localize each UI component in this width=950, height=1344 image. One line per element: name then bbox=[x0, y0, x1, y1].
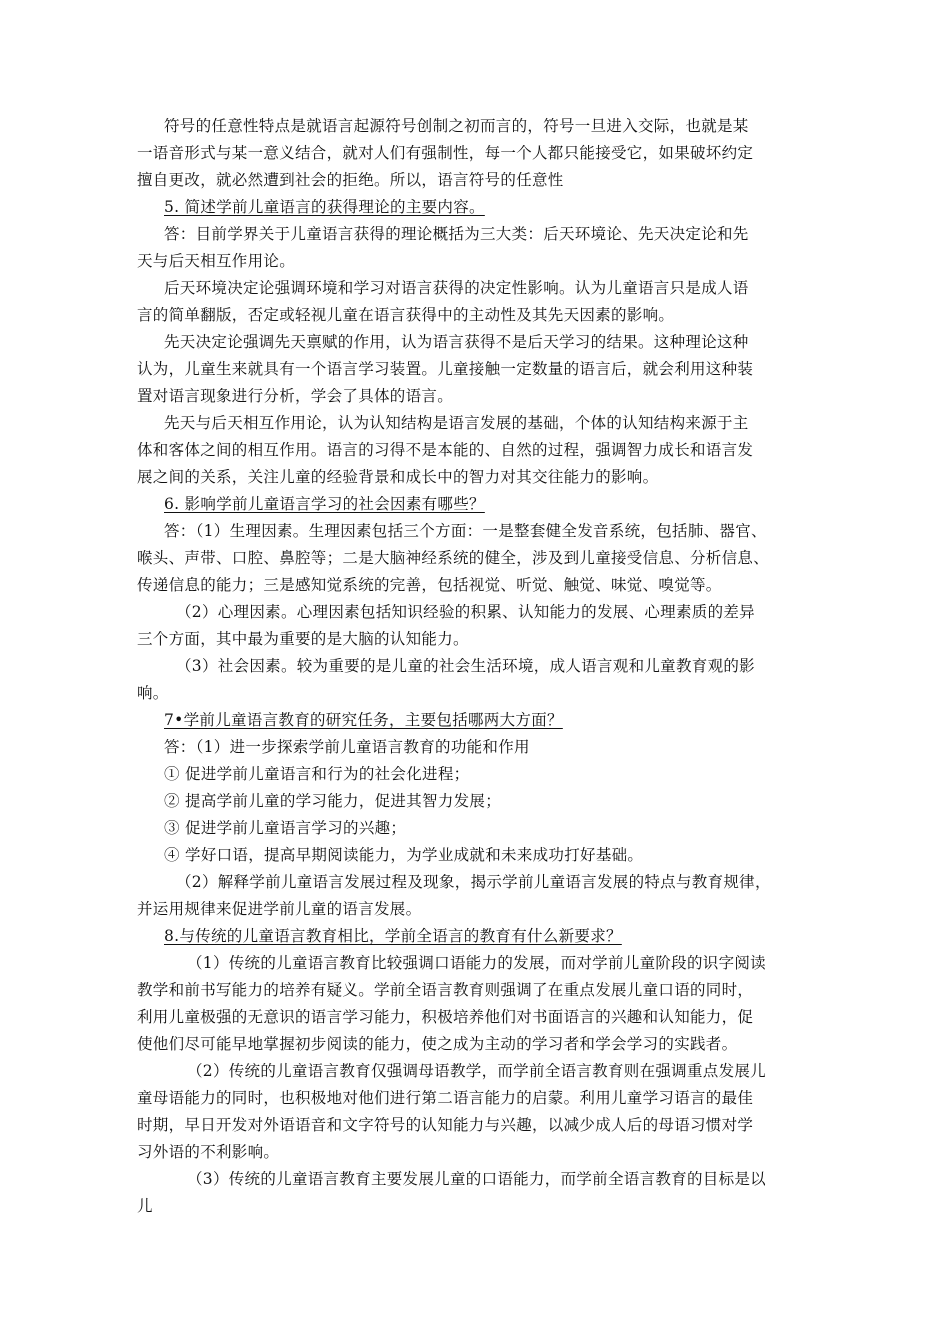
text-line: （2）心理因素。心理因素包括知识经验的积累、认知能力的发展、心理素质的差异 bbox=[176, 603, 755, 621]
text-line: 一语音形式与某一意义结合，就对人们有强制性，每一个人都只能接受它，如果破坏约定 bbox=[137, 144, 754, 162]
text-line: 使他们尽可能早地掌握初步阅读的能力，使之成为主动的学习者和学会学习的实践者。 bbox=[137, 1035, 738, 1053]
text-line: 天与后天相互作用论。 bbox=[137, 252, 296, 270]
question-heading: 6. 影响学前儿童语言学习的社会因素有哪些？ bbox=[164, 495, 485, 513]
text-line: 符号的任意性特点是就语言起源符号创制之初而言的，符号一旦进入交际，也就是某 bbox=[164, 117, 749, 135]
text-line: 先天决定论强调先天禀赋的作用，认为语言获得不是后天学习的结果。这种理论这种 bbox=[164, 333, 749, 351]
text-line: 先天与后天相互作用论，认为认知结构是语言发展的基础，个体的认知结构来源于主 bbox=[164, 414, 749, 432]
list-item: ② 提高学前儿童的学习能力，促进其智力发展； bbox=[164, 792, 502, 810]
text-line: 后天环境决定论强调环境和学习对语言获得的决定性影响。认为儿童语言只是成人语 bbox=[164, 279, 749, 297]
list-item: ③ 促进学前儿童语言学习的兴趣； bbox=[164, 819, 407, 837]
text-line: （2）解释学前儿童语言发展过程及现象，揭示学前儿童语言发展的特点与教育规律， bbox=[176, 873, 771, 891]
text-line: 利用儿童极强的无意识的语言学习能力，积极培养他们对书面语言的兴趣和认知能力，促 bbox=[137, 1008, 754, 1026]
text-line: 展之间的关系，关注儿童的经验背景和成长中的智力对其交往能力的影响。 bbox=[137, 468, 659, 486]
text-line: （3）传统的儿童语言教育主要发展儿童的口语能力，而学前全语言教育的目标是以 bbox=[187, 1170, 766, 1188]
text-line: 传递信息的能力；三是感知觉系统的完善，包括视觉、听觉、触觉、味觉、嗅觉等。 bbox=[137, 576, 722, 594]
text-line: 置对语言现象进行分析，学会了具体的语言。 bbox=[137, 387, 454, 405]
text-line: 儿 bbox=[137, 1197, 153, 1215]
text-line: 并运用规律来促进学前儿童的语言发展。 bbox=[137, 900, 422, 918]
text-line: （2）传统的儿童语言教育仅强调母语教学，而学前全语言教育则在强调重点发展儿 bbox=[187, 1062, 766, 1080]
text-line: 教学和前书写能力的培养有疑义。学前全语言教育则强调了在重点发展儿童口语的同时， bbox=[137, 981, 754, 999]
text-line: 时期，早日开发对外语语音和文字符号的认知能力与兴趣，以减少成人后的母语习惯对学 bbox=[137, 1116, 754, 1134]
text-line: （3）社会因素。较为重要的是儿童的社会生活环境，成人语言观和儿童教育观的影 bbox=[176, 657, 755, 675]
question-heading: 8.与传统的儿童语言教育相比，学前全语言的教育有什么新要求？ bbox=[164, 927, 622, 945]
text-line: 答：目前学界关于儿童语言获得的理论概括为三大类：后天环境论、先天决定论和先 bbox=[164, 225, 749, 243]
text-line: 童母语能力的同时，也积极地对他们进行第二语言能力的启蒙。利用儿童学习语言的最佳 bbox=[137, 1089, 754, 1107]
text-line: 答：（1）进一步探索学前儿童语言教育的功能和作用 bbox=[164, 738, 530, 756]
list-item: ① 促进学前儿童语言和行为的社会化进程； bbox=[164, 765, 470, 783]
text-line: 三个方面，其中最为重要的是大脑的认知能力。 bbox=[137, 630, 469, 648]
text-line: 擅自更改，就必然遭到社会的拒绝。所以，语言符号的任意性 bbox=[137, 171, 564, 189]
text-line: 体和客体之间的相互作用。语言的习得不是本能的、自然的过程，强调智力成长和语言发 bbox=[137, 441, 754, 459]
text-line: 答：（1）生理因素。生理因素包括三个方面：一是整套健全发音系统，包括肺、器官、 bbox=[164, 522, 767, 540]
text-line: 喉头、声带、口腔、鼻腔等；二是大脑神经系统的健全，涉及到儿童接受信息、分析信息、 bbox=[137, 549, 770, 567]
question-heading: 5. 简述学前儿童语言的获得理论的主要内容。 bbox=[164, 198, 485, 216]
text-line: 响。 bbox=[137, 684, 169, 702]
question-heading: 7•学前儿童语言教育的研究任务，主要包括哪两大方面？ bbox=[164, 711, 563, 729]
text-line: 认为，儿童生来就具有一个语言学习装置。儿童接触一定数量的语言后，就会利用这种装 bbox=[137, 360, 754, 378]
list-item: ④ 学好口语，提高早期阅读能力，为学业成就和未来成功打好基础。 bbox=[164, 846, 644, 864]
text-line: （1）传统的儿童语言教育比较强调口语能力的发展，而对学前儿童阶段的识字阅读 bbox=[187, 954, 766, 972]
text-line: 言的简单翻版，否定或轻视儿童在语言获得中的主动性及其先天因素的影响。 bbox=[137, 306, 675, 324]
text-line: 习外语的不利影响。 bbox=[137, 1143, 280, 1161]
